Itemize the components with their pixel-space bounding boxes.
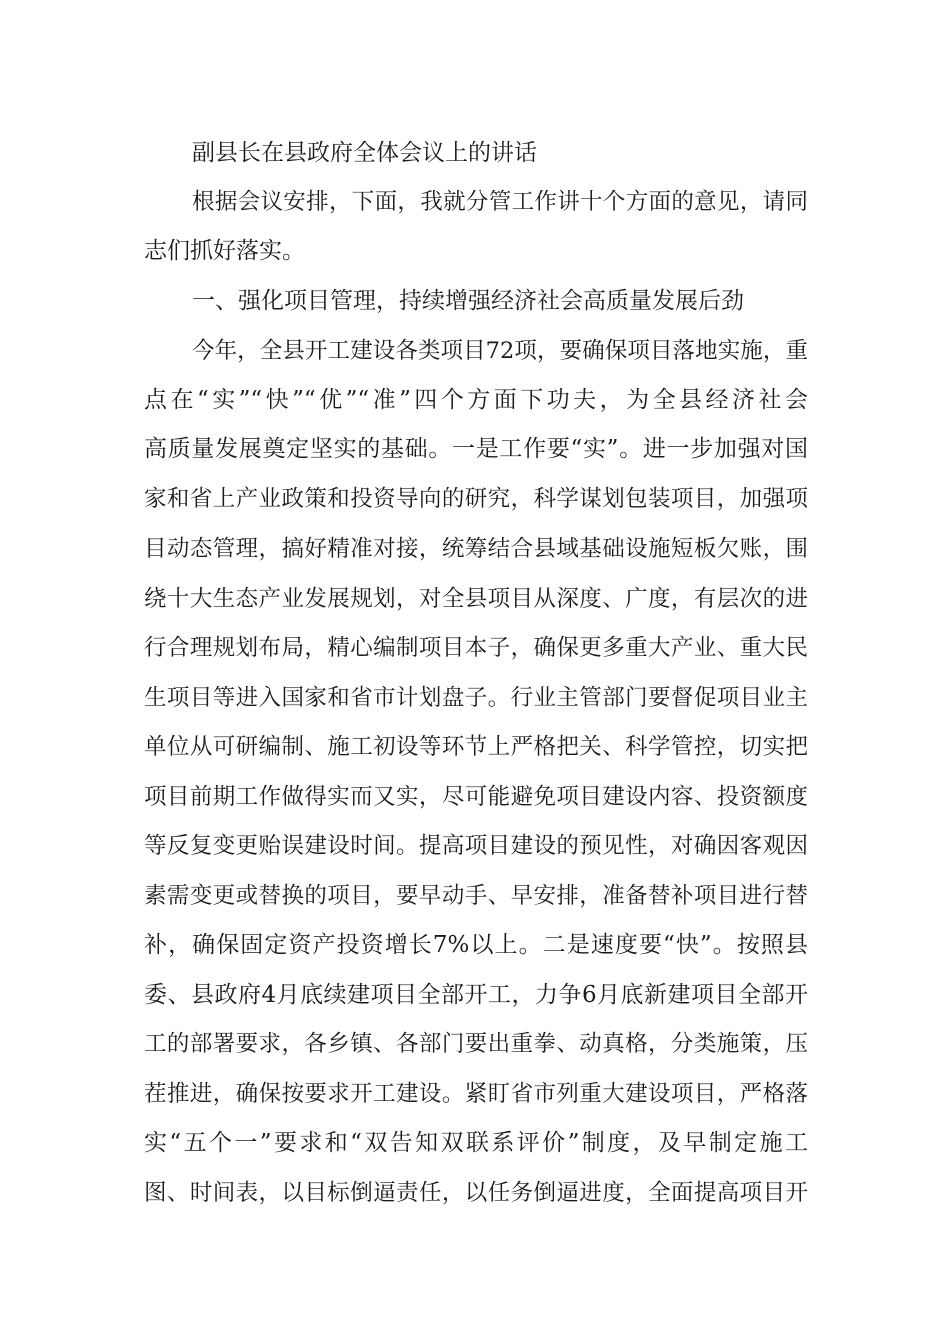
paragraph-line: 行合理规划布局，精心编制项目本子，确保更多重大产业、重大民: [144, 635, 808, 661]
paragraph-line: 生项目等进入国家和省市计划盘子。行业主管部门要督促项目业主: [144, 685, 808, 711]
paragraph-line: 素需变更或替换的项目，要早动手、早安排，准备替补项目进行替: [144, 883, 808, 909]
paragraph-line: 实“五个一”要求和“双告知双联系评价”制度，及早制定施工: [144, 1130, 808, 1156]
paragraph-line: 点在“实”“快”“优”“准”四个方面下功夫，为全县经济社会: [144, 387, 808, 413]
paragraph-line: 志们抓好落实。: [144, 238, 305, 264]
paragraph-line: 根据会议安排，下面，我就分管工作讲十个方面的意见，请同: [192, 189, 808, 215]
paragraph-line: 今年，全县开工建设各类项目72项，要确保项目落地实施，重: [192, 338, 808, 364]
document-title: 副县长在县政府全体会议上的讲话: [192, 140, 537, 166]
paragraph-line: 项目前期工作做得实而又实，尽可能避免项目建设内容、投资额度: [144, 784, 808, 810]
paragraph-line: 工的部署要求，各乡镇、各部门要出重拳、动真格，分类施策，压: [144, 1031, 808, 1057]
paragraph-line: 目动态管理，搞好精准对接，统筹结合县域基础设施短板欠账，围: [144, 536, 808, 562]
paragraph-line: 单位从可研编制、施工初设等环节上严格把关、科学管控，切实把: [144, 734, 808, 760]
paragraph-line: 家和省上产业政策和投资导向的研究，科学谋划包装项目，加强项: [144, 486, 808, 512]
paragraph-line: 等反复变更贻误建设时间。提高项目建设的预见性，对确因客观因: [144, 833, 808, 859]
section-heading: 一、强化项目管理，持续增强经济社会高质量发展后劲: [192, 288, 744, 314]
paragraph-line: 委、县政府4月底续建项目全部开工，力争6月底新建项目全部开: [144, 982, 808, 1008]
paragraph-line: 绕十大生态产业发展规划，对全县项目从深度、广度，有层次的进: [144, 586, 808, 612]
paragraph-line: 图、时间表，以目标倒逼责任，以任务倒逼进度，全面提高项目开: [144, 1180, 808, 1206]
paragraph-line: 补，确保固定资产投资增长7%以上。二是速度要“快”。按照县: [144, 932, 808, 958]
paragraph-line: 茬推进，确保按要求开工建设。紧盯省市列重大建设项目，严格落: [144, 1081, 808, 1107]
paragraph-line: 高质量发展奠定坚实的基础。一是工作要“实”。进一步加强对国: [144, 436, 808, 462]
